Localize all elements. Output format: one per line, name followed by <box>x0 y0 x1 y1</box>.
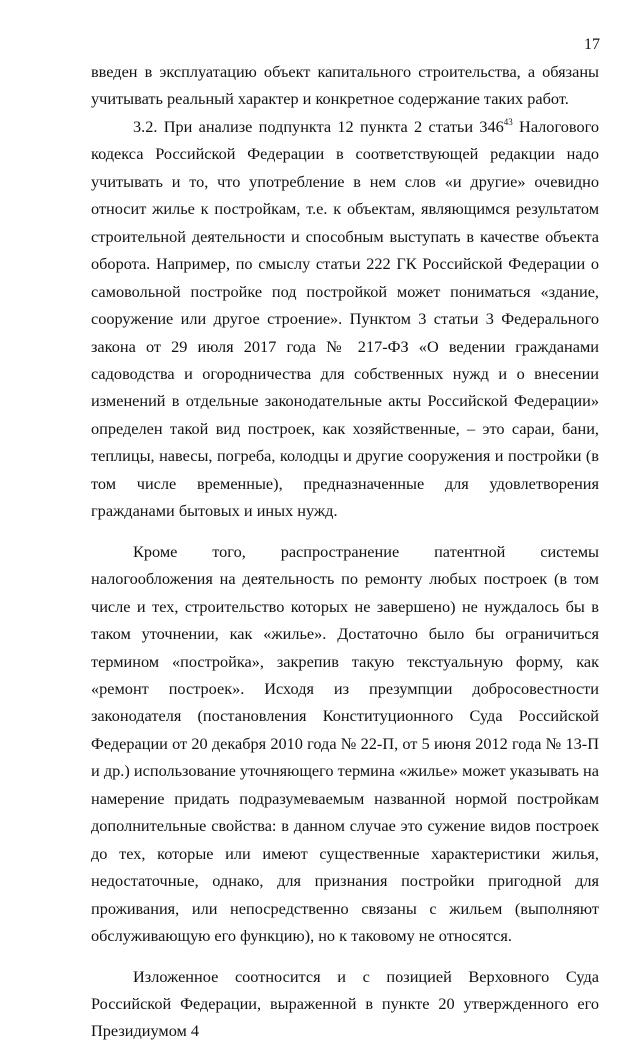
paragraph-3-2-text-end: Налогового кодекса Российской Федерации в соответствующей редакции надо учитывать и то, что употребление в нем слов «и другие» очевидно относит жилье к постройкам, т.е. к объектам, являющимся результатом строительной деятельности и способным выступать в качестве объекта оборота. Например, по смыслу статьи 222 ГК Российской Федерации о самовольной постройке под постройкой может пониматься «здание, сооружение или другое строение». Пунктом 3 статьи 3 Федерального закона от 29 июля 2017 года № 217-ФЗ «О ведении гражданами садоводства и огородничества для собственных нужд и о внесении изменений в отдельные законодательные акты Российской Федерации» определен такой вид построек, как хозяйственные, – это сараи, бани, теплицы, навесы, погреба, колодцы и другие сооружения и постройки (в том числе временные), предназначенные для удовлетворения гражданами бытовых и иных нужд. <box>91 116 599 521</box>
paragraph-3-2-text-start: 3.2. При анализе подпункта 12 пункта 2 статьи 346 <box>133 116 504 136</box>
paragraph-supreme-court: Изложенное соотносится и с позицией Верховного Суда Российской Федерации, выраженной в пункте 20 утвержденного его Президиумом 4 <box>91 966 599 1041</box>
paragraph-3-2 <box>91 113 599 525</box>
footnote-reference: 43 <box>503 116 513 127</box>
page-number: 17 <box>584 36 600 53</box>
paragraph-besides: Кроме того, распространение патентной системы налогообложения на деятельность по ремонту любых построек (в том числе и тех, строительство которых не завершено) не нуждалось бы в таком уточнении, как «жилье». Достаточно было бы ограничиться термином «постройка», закрепив такую текстуальную форму, как «ремонт построек». Исходя из презумпции добросовестности законодателя (постановления Конституционного Суда Российской Федерации от 20 декабря 2010 года № 22-П, от 5 июня 2012 года № 13-П и др.) использование уточняющего термина «жилье» может указывать на намерение придать подразумеваемым названной нормой постройкам дополнительные свойства: в данном случае это сужение видов построек до тех, которые или имеют существенные характеристики жилья, недостаточные, однако, для признания постройки пригодной для проживания, или непосредственно связаны с жильем (выполняют обслуживающую его функцию), но к таковому не относятся. <box>91 541 599 946</box>
document-body <box>91 58 599 1045</box>
paragraph-continuation: введен в эксплуатацию объект капитального строительства, а обязаны учитывать реальный характер и конкретное содержание таких работ. <box>91 62 599 109</box>
